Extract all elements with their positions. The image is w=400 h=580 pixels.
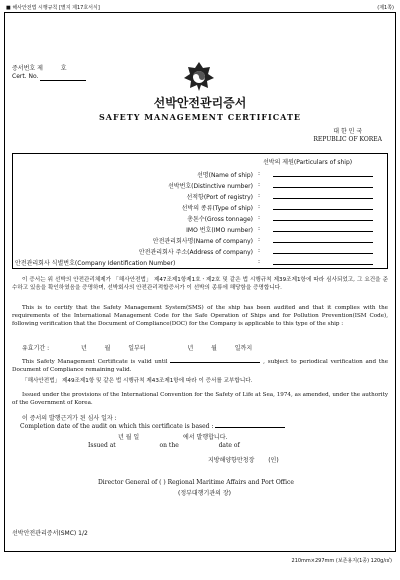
- seal-mark: (인): [268, 457, 279, 464]
- title-korean: 선박안전관리증서: [153, 96, 247, 110]
- form-header: [6, 4, 394, 11]
- authority-korean: 지방해양항만청장 (인): [208, 457, 279, 464]
- particulars-label: 선명(Name of ship): [197, 172, 253, 179]
- form-regulation-label: ■ 해사안전법 시행규칙 [별지 제17호서식]: [6, 5, 100, 11]
- page-indicator: (제1쪽): [377, 5, 394, 11]
- issuance-text-korean: 「해사안전법」 제49조제1항 및 같은 법 시행규칙 제43조제1항에 따라 이 증서를 교부합니다.: [22, 378, 253, 384]
- title-english: SAFETY MANAGEMENT CERTIFICATE: [98, 112, 301, 122]
- particulars-row: 총톤수(Gross tonnage) :: [13, 214, 389, 226]
- paper-size-note: 210mm×297mm (보존용지(1종) 120g/㎡): [291, 558, 392, 564]
- particulars-label: 선적항(Port of registry): [186, 194, 253, 201]
- particulars-label: 총톤수(Gross tonnage): [187, 216, 253, 223]
- audit-date-label-korean: 이 증서의 발행근거가 된 심사 일자 :: [22, 415, 117, 422]
- particulars-row: 선박의 종류(Type of ship) :: [13, 203, 389, 215]
- valid-until-line[interactable]: [170, 357, 260, 363]
- issue-date-place-english: Issued at on the date of: [88, 442, 240, 449]
- issue-date-place-korean: 년 월 일 에서 발행합니다.: [118, 434, 228, 441]
- audit-date-line[interactable]: [215, 422, 285, 428]
- particulars-row: 선명(Name of ship) :: [13, 170, 389, 182]
- particulars-label: 안전관리회사 주소(Address of company): [138, 249, 253, 256]
- cert-number-label-en: Cert. No.: [12, 73, 39, 80]
- particulars-field-line[interactable]: [273, 187, 373, 188]
- particulars-field-line[interactable]: [273, 231, 373, 232]
- certification-text-korean: 이 증서는 위 선박의 안전관리체제가 「해사안전법」 제47조제1항제1호ㆍ제2호 및 같은 법 시행규칙 제39조제1항에 따라 심사되었고, 그 요건을 준수하고 있음을 확인하였음을 증명하며, 선박회사의 안전관리적합증서가 이 선박의 종류에 해당함을 증명합니다.: [12, 277, 388, 291]
- validity-label: 유효기간 :: [22, 345, 50, 352]
- national-emblem-icon: [181, 60, 217, 92]
- particulars-row: IMO 번호(IMO number) :: [13, 225, 389, 237]
- particulars-field-line[interactable]: [273, 242, 373, 243]
- particulars-field-line[interactable]: [273, 176, 373, 177]
- form-code: 선박안전관리증서(SMC) 1/2: [12, 530, 88, 537]
- country-block: [313, 128, 382, 144]
- audit-date-row: [20, 422, 285, 430]
- particulars-field-line[interactable]: [273, 253, 373, 254]
- country-korean: 대 한 민 국: [333, 128, 363, 135]
- cert-number-block: [12, 65, 86, 81]
- particulars-row: 안전관리회사명(Name of company) :: [13, 236, 389, 248]
- validity-period-row: 유효기간 : 년 월 일부터 년 월 일까지: [22, 345, 253, 352]
- validity-text-english: This Safety Management Certificate is valid until , subject to periodical verification and the Document of Compliance remaining valid.: [12, 359, 389, 373]
- cert-number-suffix: 호: [60, 65, 67, 72]
- particulars-label: IMO 번호(IMO number): [186, 227, 253, 234]
- audit-date-label-english: Completion date of the audit on which this certificate is based :: [20, 423, 214, 430]
- particulars-row: 선적항(Port of registry) :: [13, 192, 389, 204]
- issuance-text-english: Issued under the provisions of the International Convention for the Safety of Life at Sea, 1974, as amended, under the authority of the Government of Korea.: [12, 392, 388, 406]
- particulars-row: 안전관리회사 식별번호(Company Identification Number) :: [13, 258, 389, 270]
- particulars-field-line[interactable]: [273, 209, 373, 210]
- particulars-field-line[interactable]: [273, 198, 373, 199]
- particulars-row: 안전관리회사 주소(Address of company) :: [13, 247, 389, 259]
- director-english: Director General of ( ) Regional Maritime Affairs and Port Office: [98, 479, 294, 486]
- particulars-field-line[interactable]: [273, 264, 373, 265]
- particulars-box: [12, 153, 388, 269]
- cert-number-label-ko: 증서번호 제: [12, 65, 43, 72]
- certification-text-english: This is to certify that the Safety Management System(SMS) of the ship has been audited and that it complies with the requirements of the International Management Code for the Safe Operation of Ships and for Pollution Prevention(ISM Code), following verification that the Document of Compliance(DOC) for the Company is applicable to this type of the ship :: [12, 305, 388, 327]
- director-korean: (정부대행기관의 장): [178, 490, 231, 497]
- particulars-label: 선박의 종류(Type of ship): [181, 205, 253, 212]
- particulars-label: 안전관리회사명(Name of company): [152, 238, 253, 245]
- cert-number-line: [40, 75, 86, 81]
- particulars-field-line[interactable]: [273, 220, 373, 221]
- country-english: REPUBLIC OF KOREA: [313, 136, 382, 143]
- particulars-label: 선박번호(Distinctive number): [168, 183, 253, 190]
- particulars-label: 안전관리회사 식별번호(Company Identification Number): [15, 260, 176, 267]
- particulars-title: 선박의 제원(Particulars of ship): [263, 159, 353, 166]
- particulars-row: 선박번호(Distinctive number) :: [13, 181, 389, 193]
